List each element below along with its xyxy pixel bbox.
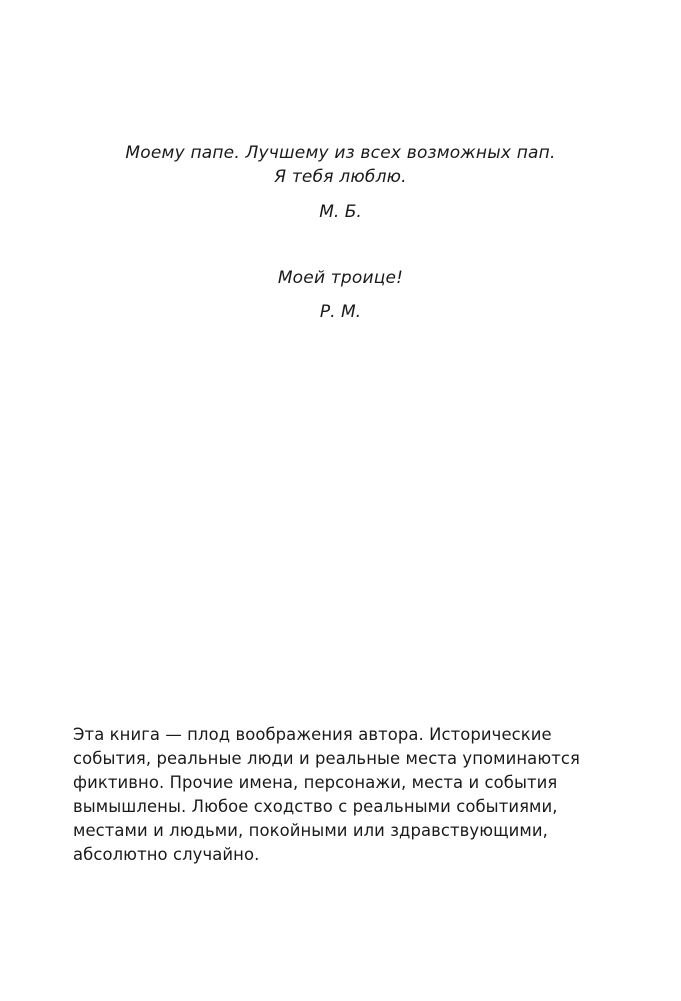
disclaimer-line: события, реальные люди и реальные места упоминаются — [73, 749, 580, 768]
disclaimer-line: фиктивно. Прочие имена, персонажи, места и события — [73, 773, 558, 792]
fiction-disclaimer — [73, 723, 580, 867]
dedication-line: Моей троице! — [277, 268, 404, 288]
dedication-line: Моему папе. Лучшему из всех возможных пап. — [125, 143, 556, 163]
dedication-to-trio — [0, 266, 681, 290]
disclaimer-line: вымышлены. Любое сходство с реальными событиями, — [73, 797, 558, 816]
disclaimer-line: Эта книга — плод воображения автора. Исторические — [73, 725, 552, 744]
disclaimer-line: абсолютно случайно. — [73, 845, 260, 864]
dedication-line: Я тебя люблю. — [274, 167, 407, 187]
dedication-signature: М. Б. — [319, 202, 362, 222]
dedication-to-father — [0, 141, 681, 189]
dedication-signature: Р. М. — [319, 302, 362, 322]
disclaimer-line: местами и людьми, покойными или здравствующими, — [73, 821, 548, 840]
